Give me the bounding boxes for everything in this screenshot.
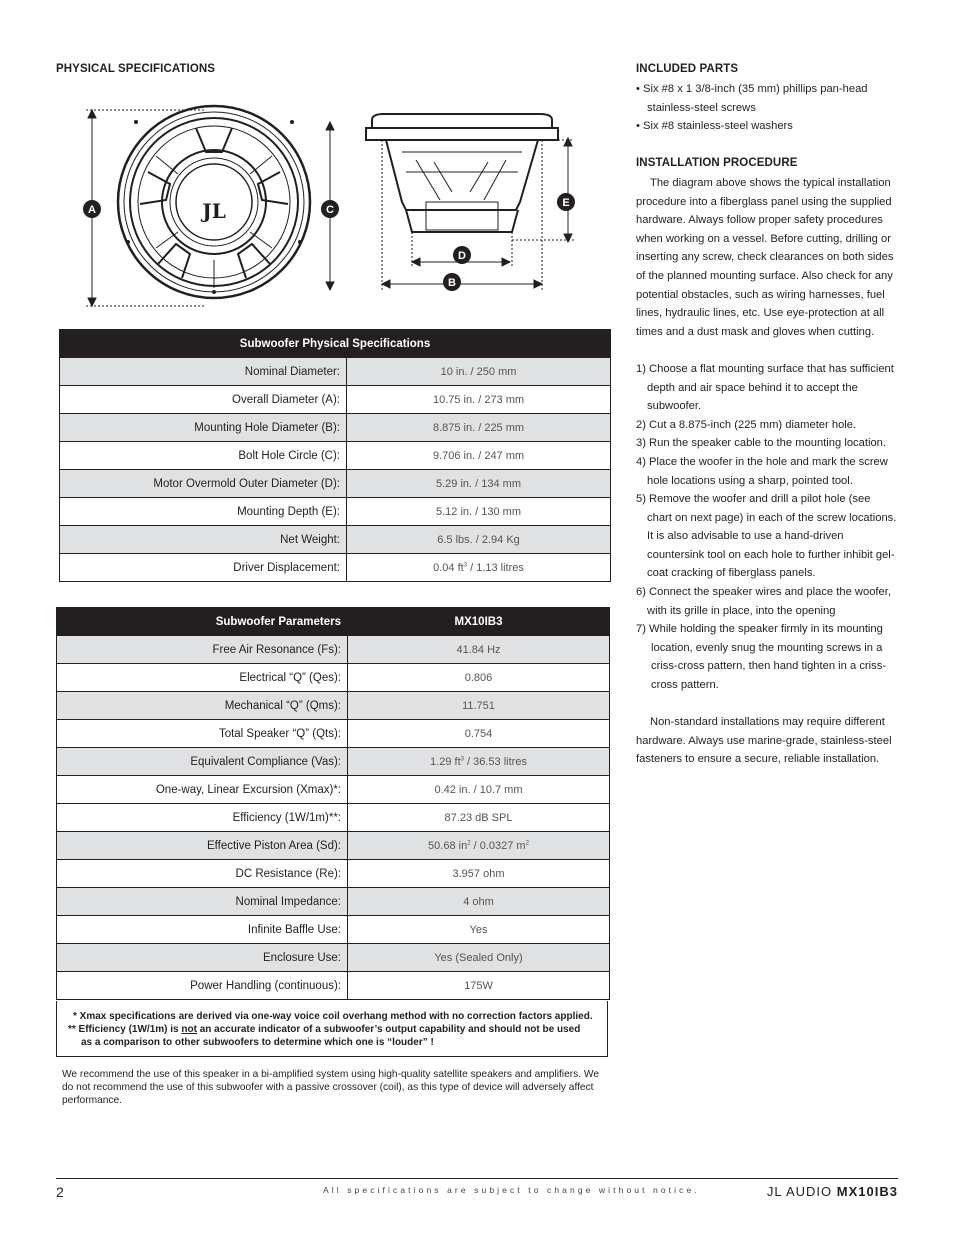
recommendation-text: We recommend the use of this speaker in a bi-amplified system using high-quality satellite speakers and amplifiers. We do not recommend the use of this subwoofer with a passive crossover (coil), as this type of device will adversely affect performance. xyxy=(62,1069,599,1107)
parameters-footnotes xyxy=(56,1001,608,1057)
table-row: Net Weight: 6.5 lbs. / 2.94 Kg xyxy=(60,526,611,554)
side-view-illustration xyxy=(366,114,558,232)
physical-specs-table-title: Subwoofer Physical Specifications xyxy=(60,330,611,358)
subwoofer-dimension-diagram xyxy=(56,92,586,322)
front-view-illustration xyxy=(118,106,310,298)
dimension-label-d xyxy=(453,246,471,264)
table-row: Bolt Hole Circle (C): 9.706 in. / 247 mm xyxy=(60,442,611,470)
list-item: 4) Place the woofer in the hole and mark the screw hole locations using a sharp, pointed tool. xyxy=(636,455,888,487)
list-item: 3) Run the speaker cable to the mounting location. xyxy=(636,437,887,450)
table-row: Power Handling (continuous): 175W xyxy=(57,972,610,1000)
installation-heading: INSTALLATION PROCEDURE xyxy=(636,157,798,169)
list-item: 5) Remove the woofer and drill a pilot hole (see chart on next page) in each of the screw locations. It is also advisable to use a hand-driven countersink tool on each hole to further inhibit gel-coat cracking of fiberglass panels. xyxy=(636,493,897,580)
table-row: Effective Piston Area (Sd): 50.68 $in^2 / 0.0327$ $m^2$ xyxy=(57,832,610,860)
table-row: Free Air Resonance (Fs): 41.84 Hz xyxy=(57,636,610,664)
svg-text:D: D xyxy=(458,250,466,262)
table-row: Total Speaker “Q” (Qts): 0.754 xyxy=(57,720,610,748)
installation-intro: The diagram above shows the typical installation procedure into a fiberglass panel using the supplied hardware. Always follow proper safety procedures when working on a vessel. Before cutting, drilling or inserting any screw, check clearances on both sides of the planned mounting surface. Also check for any potential obstacles, such as wiring harnesses, fuel lines, hydraulic lines, etc. Use eye-protection at all times and a dust mask and gloves when cutting. xyxy=(636,177,894,338)
dimension-label-c xyxy=(321,200,339,218)
table-row: Enclosure Use: Yes (Sealed Only) xyxy=(57,944,610,972)
dimension-label-a xyxy=(83,200,101,218)
svg-text:C: C xyxy=(326,204,334,216)
footnote-efficiency: ** Efficiency (1W/1m) is not an accurate indicator of a subwoofer’s output capability and should not be used xyxy=(68,1024,581,1035)
table-row: Infinite Baffle Use: Yes xyxy=(57,916,610,944)
list-item: 7) While holding the speaker firmly in its mounting location, evenly snug the mounting screws in a criss-cross pattern, then hand tighten in a criss-cross pattern. xyxy=(636,623,887,692)
table-row: One-way, Linear Excursion (Xmax)*: 0.42 in. / 10.7 mm xyxy=(57,776,610,804)
physical-specs-heading: PHYSICAL SPECIFICATIONS xyxy=(56,63,216,75)
dimension-label-e xyxy=(557,193,575,211)
installation-closing: Non-standard installations may require different hardware. Always use marine-grade, stainless-steel fasteners to ensure a secure, reliable installation. xyxy=(636,716,892,766)
installation-procedure xyxy=(636,174,898,769)
table-row: DC Resistance (Re): 3.957 ohm xyxy=(57,860,610,888)
table-row: Motor Overmold Outer Diameter (D): 5.29 in. / 134 mm xyxy=(60,470,611,498)
footnote-efficiency-line2: as a comparison to other subwoofers to determine which one is “louder” ! xyxy=(81,1037,434,1048)
included-parts-heading: INCLUDED PARTS xyxy=(636,63,739,75)
list-item: • Six #8 x 1 3/8-inch (35 mm) phillips pan-head stainless-steel screws xyxy=(636,83,868,114)
list-item: 1) Choose a flat mounting surface that has sufficient depth and air space behind it to accept the subwoofer. xyxy=(636,362,894,413)
page-number: 2 xyxy=(56,1184,64,1200)
parameters-header-label: Subwoofer Parameters xyxy=(57,608,348,636)
svg-text:E: E xyxy=(562,197,570,209)
table-row: Mechanical “Q” (Qms): 11.751 xyxy=(57,692,610,720)
physical-specs-table xyxy=(59,329,611,582)
svg-text:A: A xyxy=(88,204,96,216)
list-item: 2) Cut a 8.875-inch (225 mm) diameter hole. xyxy=(636,418,857,431)
table-row: Driver Displacement: 0.04 $ft^3 / 1.13$ litres xyxy=(60,554,611,582)
table-row: Mounting Hole Diameter (B): 8.875 in. / 225 mm xyxy=(60,414,611,442)
footer-disclaimer: All specifications are subject to change without notice. xyxy=(323,1185,700,1195)
svg-text:JL: JL xyxy=(202,199,226,223)
list-item: 6) Connect the speaker wires and place the woofer, with its grille in place, into the opening xyxy=(636,586,891,617)
dimension-label-b xyxy=(443,273,461,291)
list-item: • Six #8 stainless-steel washers xyxy=(636,120,793,133)
svg-text:B: B xyxy=(448,277,456,289)
footer-divider xyxy=(56,1178,898,1179)
table-row: Mounting Depth (E): 5.12 in. / 130 mm xyxy=(60,498,611,526)
table-row: Equivalent Compliance (Vas): 1.29 $ft^3 / 36.53$ litres xyxy=(57,748,610,776)
table-row: Nominal Impedance: 4 ohm xyxy=(57,888,610,916)
table-row: Electrical “Q” (Qes): 0.806 xyxy=(57,664,610,692)
parameters-header-model: MX10IB3 xyxy=(348,608,610,636)
table-row: Efficiency (1W/1m)**: 87.23 dB SPL xyxy=(57,804,610,832)
footer-brand: JL AUDIO MX10IB3 xyxy=(766,1184,898,1199)
footnote-xmax: * Xmax specifications are derived via one-way voice coil overhang method with no correction factors applied. xyxy=(73,1011,593,1022)
included-parts-list xyxy=(636,80,898,136)
table-row: Overall Diameter (A): 10.75 in. / 273 mm xyxy=(60,386,611,414)
table-row: Nominal Diameter: 10 in. / 250 mm xyxy=(60,358,611,386)
parameters-table xyxy=(56,607,610,1000)
